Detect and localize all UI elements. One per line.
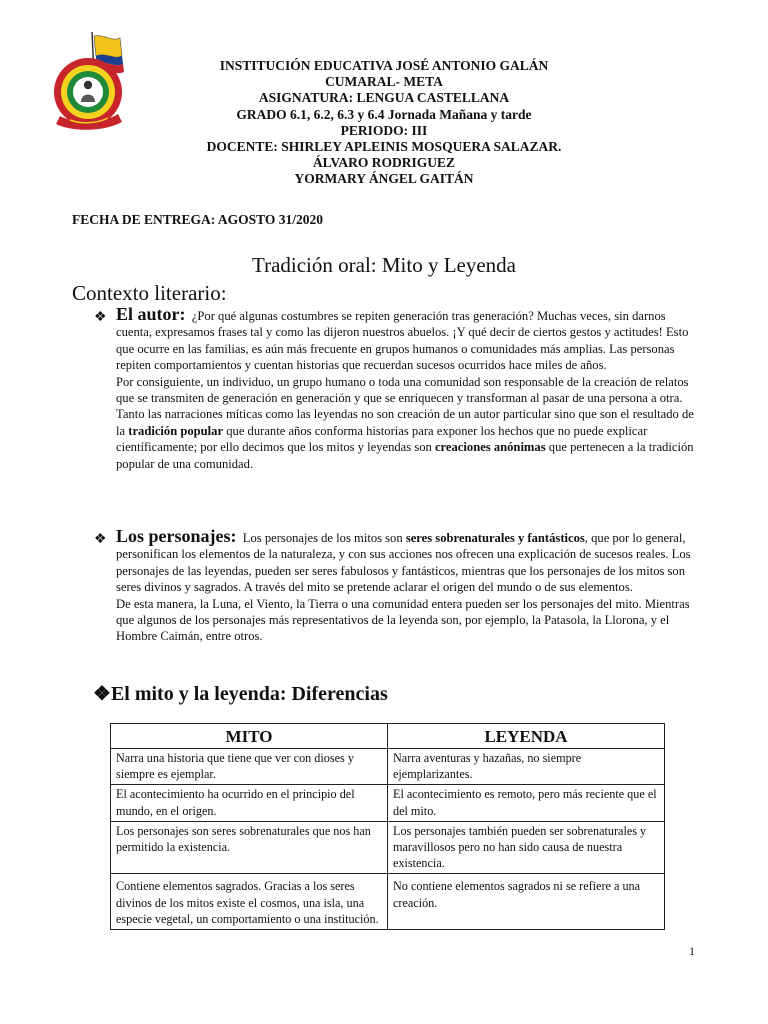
institution-name: INSTITUCIÓN EDUCATIVA JOSÉ ANTONIO GALÁN [219,58,549,73]
section-personajes [116,528,698,645]
teacher-2: ÁLVARO RODRIGUEZ [312,155,456,171]
leyenda-cell: Narra aventuras y hazañas, no siempre ejemplarizantes. [388,749,665,785]
location: CUMARAL- META [325,74,443,90]
autor-paragraph-3: Tanto las narraciones míticas como las leyendas no son creación de un autor particular sino que son el resultado de la tradición popular que durante años conforma historias para exponer los hechos que no puede explicar científicamente; por ello decimos que los mitos y leyendas son creaciones anónimas que pertenecen a la tradición popular de una comunidad. [116,407,694,471]
personajes-text [116,528,698,645]
teacher-1: DOCENTE: SHIRLEY APLEINIS MOSQUERA SALAZAR. [206,139,562,155]
column-header-leyenda: LEYENDA [388,724,665,749]
differences-table [110,723,665,930]
delivery-date: FECHA DE ENTREGA: AGOSTO 31/2020 [72,212,324,227]
differences-heading: ❖El mito y la leyenda: Diferencias [93,683,388,705]
leyenda-cell: El acontecimiento es remoto, pero más reciente que el del mito. [388,785,665,821]
leyenda-cell: Los personajes también pueden ser sobrenaturales y maravillosos pero no han sido causa de nuestra existencia. [388,821,665,874]
leyenda-cell: No contiene elementos sagrados ni se refiere a una creación. [388,874,665,930]
page-number: 1 [689,944,695,958]
tradicion-popular-emphasis: tradición popular [128,423,224,438]
mito-cell: Los personajes son seres sobrenaturales que nos han permitido la existencia. [111,821,388,874]
mito-cell: Contiene elementos sagrados. Gracias a los seres divinos de los mitos existe el cosmos, una isla, una especie vegetal, un comportamiento o una institución. [111,874,388,930]
autor-heading: El autor: [116,304,186,324]
document-header [150,58,618,188]
subject: ASIGNATURA: LENGUA CASTELLANA [258,90,510,106]
context-heading: Contexto literario: [72,281,227,305]
table-row [111,874,665,930]
section-autor [116,306,698,472]
mito-cell: Narra una historia que tiene que ver con dioses y siempre es ejemplar. [111,749,388,785]
diamond-bullet-icon: ❖ [94,532,107,547]
mito-cell: El acontecimiento ha ocurrido en el principio del mundo, en el origen. [111,785,388,821]
table-row [111,785,665,821]
column-header-mito: MITO [111,724,388,749]
period: PERIODO: III [340,122,428,138]
personajes-paragraph-2: De esta manera, la Luna, el Viento, la Tierra o una comunidad entera pueden ser los personajes del mito. Mientras que algunos de los personajes más representativos de la leyenda son, por ejemplo, la Patasola, la Llorona, y el Hombre Caimán, entre otros. [116,596,690,644]
table-row [111,821,665,874]
seres-sobrenaturales-emphasis: seres sobrenaturales y fantásticos [405,531,585,545]
table-header-row [111,724,665,749]
table-row [111,749,665,785]
autor-paragraph-1: ¿Por qué algunas costumbres se repiten generación tras generación? Muchas veces, sin darnos cuenta, expresamos frases tal y como las dijeron nuestros abuelos. ¡Y qué decir de ciertos gestos y actitudes! Esto que ocurre en las familias, es aún más frecuente en grupos humanos o comunidades más amplias. Las personas repiten comportamientos y cuentan historias que recuerdan sucesos ocurridos hace miles de años. [116,309,689,373]
school-crest-logo [48,30,148,134]
creaciones-anonimas-emphasis: creaciones anónimas [434,440,546,455]
autor-paragraph-2: Por consiguiente, un individuo, un grupo humano o toda una comunidad son responsable de la creación de relatos que se transmiten de generación en generación y que se enriquecen y transforman al pasar de una persona a otra. [116,374,689,406]
diamond-bullet-icon: ❖ [94,310,107,325]
teacher-3: YORMARY ÁNGEL GAITÁN [294,171,474,187]
personajes-paragraph-1: Los personajes: Los personajes de los mitos son seres sobrenaturales y fantásticos, que por lo general, personifican los elementos de la naturaleza, y con sus acciones nos ofrecen una explicación de sucesos reales. Los personajes de las leyendas, pueden ser seres fabulosos y fantásticos, mientras que los personajes de los mitos son seres divinos y sagrados. A través del mito se pretende aclarar el origen del mundo o de sus elementos. [116,526,691,595]
personajes-heading: Los personajes: [116,526,237,546]
autor-text [116,306,698,472]
document-title: Tradición oral: Mito y Leyenda [251,253,516,277]
diamond-bullet-icon: ❖ [93,683,111,705]
grade: GRADO 6.1, 6.2, 6.3 y 6.4 Jornada Mañana y tarde [236,106,532,122]
